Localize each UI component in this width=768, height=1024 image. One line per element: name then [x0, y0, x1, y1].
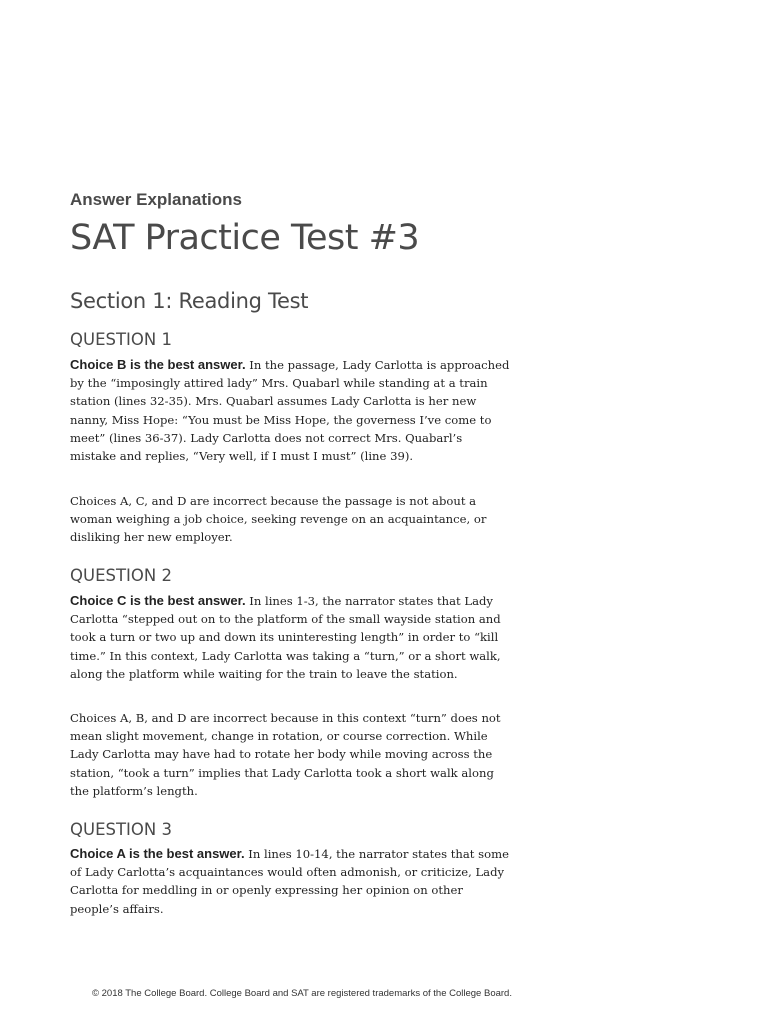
- question-1-incorrect: Choices A, C, and D are incorrect because the passage is not about a woman weighing a job choice, seeking revenge on an acquaintance, or disliking her new employer.: [70, 494, 487, 545]
- copyright-footer: © 2018 The College Board. College Board and SAT are registered trademarks of the College Board.: [92, 988, 512, 999]
- question-1-body: In the passage, Lady Carlotta is approached by the “imposingly attired lady” Mrs. Quabarl while standing at a train station (lines 32-35). Mrs. Quabarl assumes Lady Carlotta is her new nanny, Miss Hope: “You must be Miss Hope, the governess I’ve come to meet” (lines 36-37). Lady Carlotta does not correct Mrs. Quabarl’s mistake and replies, “Very well, if I must I must” (line 39).: [70, 358, 510, 464]
- question-2-incorrect: Choices A, B, and D are incorrect because in this context “turn” does not mean slight movement, change in rotation, or course correction. While Lady Carlotta may have had to rotate her body while moving across the station, “took a turn” implies that Lady Carlotta took a short walk along the platform’s length.: [70, 711, 501, 798]
- question-2-lead: Choice C is the best answer.: [70, 593, 246, 608]
- question-2-body: In lines 1-3, the narrator states that Lady Carlotta “stepped out on to the platform of the small wayside station and took a turn or two up and down its uninteresting length” in order to “kill time.” In this context, Lady Carlotta was taking a “turn,” or a short walk, along the platform while waiting for the train to leave the station.: [70, 594, 501, 681]
- question-1-lead: Choice B is the best answer.: [70, 357, 246, 372]
- question-2-heading: QUESTION 2: [70, 566, 172, 585]
- question-3-body: In lines 10-14, the narrator states that some of Lady Carlotta’s acquaintances would often admonish, or criticize, Lady Carlotta for meddling in or openly expressing her opinion on other people’s affairs.: [70, 847, 509, 916]
- question-2-answer: [70, 592, 510, 683]
- question-3-answer: [70, 845, 510, 918]
- question-3-lead: Choice A is the best answer.: [70, 846, 245, 861]
- document-kicker: Answer Explanations: [70, 190, 242, 209]
- question-1-answer: [70, 356, 510, 465]
- section-title: Section 1: Reading Test: [70, 289, 309, 313]
- page-title: SAT Practice Test #3: [70, 218, 420, 258]
- question-1-heading: QUESTION 1: [70, 330, 172, 349]
- question-3-heading: QUESTION 3: [70, 820, 172, 839]
